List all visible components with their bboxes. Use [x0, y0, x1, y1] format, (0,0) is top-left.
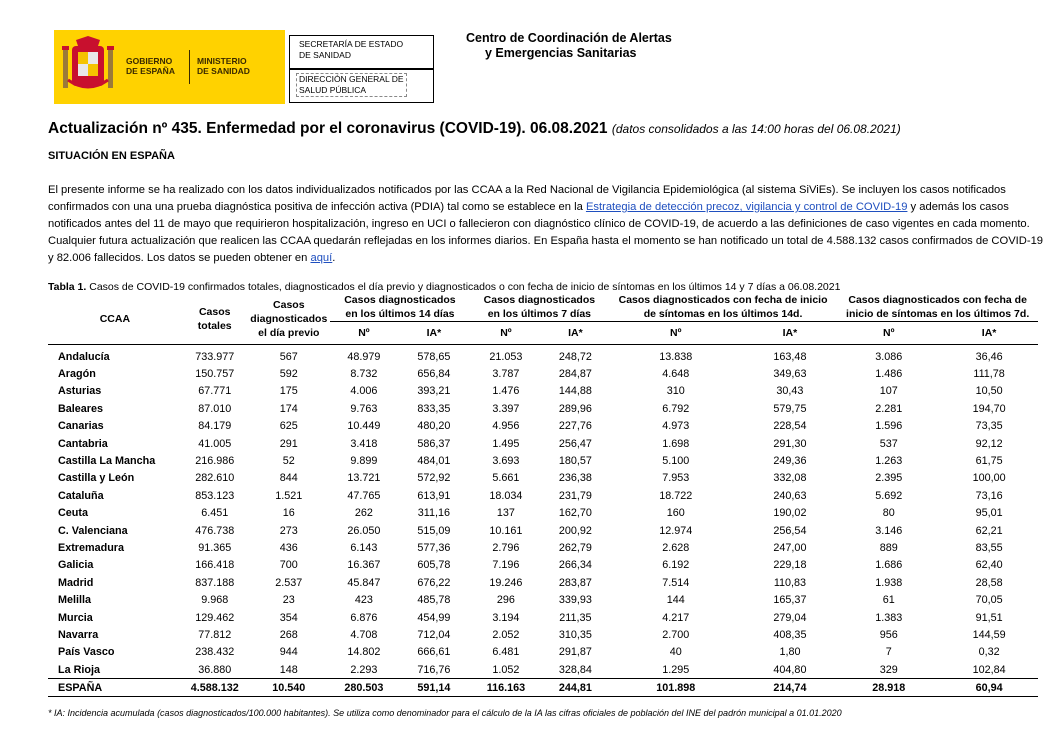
table-cell: 249,36 — [773, 455, 807, 468]
table-cell: 116.163 — [470, 679, 542, 697]
ccaa-name-cell: Baleares — [58, 402, 104, 415]
table-row — [48, 418, 1038, 435]
table-cell: 256,47 — [558, 437, 592, 450]
table-cell: 95,01 — [975, 507, 1003, 520]
table-cell: 10.449 — [347, 420, 381, 433]
table-cell: 129.462 — [195, 611, 235, 624]
table-cell: 18.034 — [489, 489, 523, 502]
table-cell: 229,18 — [773, 559, 807, 572]
gobierno-logo — [54, 30, 285, 104]
table-cell: 6.876 — [350, 611, 378, 624]
header-dia-previo: Casos diagnosticados el día previo — [250, 298, 328, 339]
table-cell: 2.281 — [875, 402, 903, 415]
table-cell: 214,74 — [743, 679, 838, 697]
table-caption: Tabla 1. Casos de COVID-19 confirmados totales, diagnosticados el día previo y diagnosticados o con fecha de inicio de síntomas en los últimos 14 y 7 días a 06.08.2021 — [48, 281, 841, 293]
table-cell: 231,79 — [558, 489, 592, 502]
table-cell: 605,78 — [417, 559, 451, 572]
table-cell: 485,78 — [417, 594, 451, 607]
table-cell: 578,65 — [417, 350, 451, 363]
table-cell: 283,87 — [558, 576, 592, 589]
table-cell: 4.648 — [662, 368, 690, 381]
table-cell: 676,22 — [417, 576, 451, 589]
header-sintomas-7d: Casos diagnosticados con fecha de inicio de síntomas en los últimos 7d. — [837, 293, 1038, 322]
table-cell: 3.086 — [875, 350, 903, 363]
table-cell: 91,51 — [975, 611, 1003, 624]
table-cell: 266,34 — [558, 559, 592, 572]
table-cell: 3.418 — [350, 437, 378, 450]
ccaa-name-cell: Andalucía — [58, 350, 110, 363]
table-cell: 4.006 — [350, 385, 378, 398]
table-cell: 280.503 — [330, 679, 398, 697]
table-cell: 10.161 — [489, 524, 523, 537]
title-note: (datos consolidados a las 14:00 horas del 06.08.2021) — [611, 122, 901, 136]
ccaa-name-cell: Ceuta — [58, 507, 88, 520]
table-cell: 6.481 — [492, 646, 520, 659]
section-title: SITUACIÓN EN ESPAÑA — [48, 150, 175, 162]
table-cell: 484,01 — [417, 455, 451, 468]
table-cell: 291 — [279, 437, 298, 450]
table-cell: 1,80 — [779, 646, 801, 659]
secretaria-box: SECRETARÍA DE ESTADO DE SANIDAD — [289, 35, 434, 69]
table-cell: 62,21 — [975, 524, 1003, 537]
table-cell: 247,00 — [773, 541, 807, 554]
table-cell: 592 — [279, 368, 298, 381]
table-cell: 332,08 — [773, 472, 807, 485]
table-cell: 291,30 — [773, 437, 807, 450]
table-row — [48, 435, 1038, 452]
ccaa-name-cell: Aragón — [58, 368, 96, 381]
table-cell: 1.686 — [875, 559, 903, 572]
table-cell: 163,48 — [773, 350, 807, 363]
table-row — [48, 609, 1038, 626]
table-cell: 4.973 — [662, 420, 690, 433]
subheader-n: Nº — [358, 327, 370, 339]
table-cell: 107 — [879, 385, 898, 398]
table-cell: 700 — [279, 559, 298, 572]
table-cell: 60,94 — [940, 679, 1038, 697]
table-cell: 165,37 — [773, 594, 807, 607]
table-cell: 14.802 — [347, 646, 381, 659]
table-cell: 190,02 — [773, 507, 807, 520]
ccaa-name-cell: La Rioja — [58, 663, 100, 676]
table-row — [48, 539, 1038, 556]
coat-of-arms-icon — [62, 36, 114, 98]
table-cell: 6.792 — [662, 402, 690, 415]
table-cell: 144,88 — [558, 385, 592, 398]
table-cell: 87.010 — [198, 402, 232, 415]
table-cell: 2.628 — [662, 541, 690, 554]
table-cell: 244,81 — [542, 679, 609, 697]
table-cell: 268 — [279, 628, 298, 641]
table-cell: 2.052 — [492, 628, 520, 641]
table-cell: 9.968 — [201, 594, 229, 607]
table-cell: 833,35 — [417, 402, 451, 415]
table-row — [48, 626, 1038, 643]
table-cell: 2.796 — [492, 541, 520, 554]
ccaa-name-cell: Castilla La Mancha — [58, 455, 156, 468]
table-row — [48, 661, 1038, 679]
table-cell: 61 — [882, 594, 895, 607]
table-cell: 4.956 — [492, 420, 520, 433]
table-cell: 70,05 — [975, 594, 1003, 607]
table-cell: 1.698 — [662, 437, 690, 450]
table-cell: 5.692 — [875, 489, 903, 502]
table-cell: 273 — [279, 524, 298, 537]
table-cell: 3.787 — [492, 368, 520, 381]
header-7-dias: Casos diagnosticados en los últimos 7 días — [470, 293, 609, 322]
header-casos-totales: Casos totales — [197, 305, 232, 332]
table-cell: 18.722 — [659, 489, 693, 502]
table-cell: 21.053 — [489, 350, 523, 363]
table-cell: 47.765 — [347, 489, 381, 502]
ccaa-name-cell: País Vasco — [58, 646, 115, 659]
table-cell: 28,58 — [975, 576, 1003, 589]
header-sintomas-14d: Casos diagnosticados con fecha de inicio de síntomas en los últimos 14d. — [609, 293, 837, 322]
table-cell: 291,87 — [558, 646, 592, 659]
table-cell: 310 — [666, 385, 685, 398]
table-cell: 8.732 — [350, 368, 378, 381]
table-cell: 423 — [354, 594, 373, 607]
table-row — [48, 383, 1038, 400]
table-cell: 354 — [279, 611, 298, 624]
table-cell: 180,57 — [558, 455, 592, 468]
table-cell: 16 — [282, 507, 295, 520]
table-cell: 454,99 — [417, 611, 451, 624]
table-row — [48, 487, 1038, 504]
header-14-dias: Casos diagnosticados en los últimos 14 días — [330, 293, 470, 322]
table-cell: 83,55 — [975, 541, 1003, 554]
table-cell: 2.293 — [350, 663, 378, 676]
centro-coordinacion-title: Centro de Coordinación de Alertas y Emergencias Sanitarias — [466, 31, 672, 60]
header-ccaa: CCAA — [99, 312, 131, 325]
table-cell: 9.899 — [350, 455, 378, 468]
table-cell: 23 — [282, 594, 295, 607]
subheader-ia: IA* — [426, 327, 442, 339]
table-cell: 110,83 — [773, 576, 807, 589]
table-cell: 262,79 — [558, 541, 592, 554]
table-cell: 339,93 — [558, 594, 592, 607]
table-cell: 625 — [279, 420, 298, 433]
table-cell: 1.486 — [875, 368, 903, 381]
gobierno-text: GOBIERNO DE ESPAÑA — [126, 56, 175, 76]
table-cell: 712,04 — [417, 628, 451, 641]
table-cell: 111,78 — [973, 368, 1005, 381]
ccaa-name-cell: Murcia — [58, 611, 93, 624]
ccaa-name-cell: Cantabria — [58, 437, 108, 450]
ccaa-name-cell: C. Valenciana — [58, 524, 128, 537]
table-cell: 572,92 — [417, 472, 451, 485]
table-cell: 9.763 — [350, 402, 378, 415]
table-cell: 84.179 — [198, 420, 232, 433]
table-cell: 404,80 — [773, 663, 807, 676]
table-cell: 1.476 — [492, 385, 520, 398]
table-cell: 28.918 — [837, 679, 940, 697]
ccaa-name-cell: Galicia — [58, 559, 94, 572]
table-cell: 6.143 — [350, 541, 378, 554]
table-cell: 1.938 — [875, 576, 903, 589]
ccaa-name-cell: Melilla — [58, 594, 92, 607]
table-cell: 30,43 — [776, 385, 804, 398]
table-cell: 567 — [279, 350, 298, 363]
table-cell: 349,63 — [773, 368, 807, 381]
table-cell: 393,21 — [417, 385, 451, 398]
subheader-ia: IA* — [782, 327, 798, 339]
table-cell: 162,70 — [558, 507, 592, 520]
table-cell: 240,63 — [773, 489, 807, 502]
table-cell: 284,87 — [558, 368, 592, 381]
table-cell: 45.847 — [347, 576, 381, 589]
table-cell: 586,37 — [417, 437, 451, 450]
table-cell: 73,35 — [975, 420, 1003, 433]
table-cell: 515,09 — [417, 524, 451, 537]
table-cell: 3.397 — [492, 402, 520, 415]
table-cell: 262 — [354, 507, 373, 520]
table-cell: 591,14 — [398, 679, 470, 697]
table-cell: 328,84 — [558, 663, 592, 676]
subheader-n: Nº — [670, 327, 682, 339]
table-cell: 579,75 — [773, 402, 807, 415]
table-cell: 1.295 — [662, 663, 690, 676]
table-row — [48, 452, 1038, 469]
table-cell: 174 — [279, 402, 298, 415]
table-cell: 6.451 — [201, 507, 229, 520]
subheader-n: Nº — [883, 327, 895, 339]
table-cell: 7.514 — [662, 576, 690, 589]
table-cell: 837.188 — [195, 576, 235, 589]
table-cell: 537 — [879, 437, 898, 450]
table-cell: 73,16 — [975, 489, 1003, 502]
table-cell: 248,72 — [558, 350, 592, 363]
table-cell: 13.721 — [347, 472, 381, 485]
total-row — [48, 679, 1038, 697]
table-cell: 944 — [279, 646, 298, 659]
table-cell: 3.194 — [492, 611, 520, 624]
subheader-ia: IA* — [568, 327, 583, 339]
table-cell: 476.738 — [195, 524, 235, 537]
logo-divider — [189, 50, 190, 84]
table-cell: 137 — [496, 507, 515, 520]
table-cell: 1.383 — [875, 611, 903, 624]
subheader-ia: IA* — [981, 327, 997, 339]
table-cell: 41.005 — [198, 437, 232, 450]
table-cell: 577,36 — [417, 541, 451, 554]
table-cell: 77.812 — [198, 628, 232, 641]
table-cell: 238.432 — [195, 646, 235, 659]
table-cell: 19.246 — [489, 576, 523, 589]
table-row — [48, 365, 1038, 382]
table-cell: 853.123 — [195, 489, 235, 502]
table-cell: 656,84 — [417, 368, 451, 381]
table-cell: 6.192 — [662, 559, 690, 572]
table-cell: 408,35 — [773, 628, 807, 641]
table-cell: 52 — [282, 455, 295, 468]
table-cell: 62,40 — [975, 559, 1003, 572]
table-cell: 175 — [279, 385, 298, 398]
ccaa-name-cell: Navarra — [58, 628, 99, 641]
table-cell: 91.365 — [198, 541, 232, 554]
table-cell: 666,61 — [417, 646, 451, 659]
direccion-box: DIRECCIÓN GENERAL DE SALUD PÚBLICA — [289, 69, 434, 103]
intro-paragraph: El presente informe se ha realizado con los datos individualizados notificados por las CCAA a la Red Nacional de Vigilancia Epidemiológica (al sistema SiViEs). Se incluyen los casos notificados confirmados con una una prueba diagnóstica positiva de infección activa (PDIA) tal como se establece en la Estrategia de detección precoz, vigilancia y control de COVID-19 y además los casos notificados antes del 11 de mayo que requirieron hospitalización, ingreso en UCI o fallecieron con diagnóstico clínico de COVID-19, de acuerdo a las definiciones de caso vigentes en cada momento. Cualquier futura actualización que realicen las CCAA quedarán reflejadas en los informes diarios. En España hasta el momento se han notificado un total de 4.588.132 casos confirmados de COVID-19 y 82.006 fallecidos. Los datos se pueden obtener en aquí. — [48, 184, 1044, 264]
table-row — [48, 505, 1038, 522]
table-cell: 194,70 — [972, 402, 1006, 415]
ministerio-text: MINISTERIO DE SANIDAD — [197, 56, 250, 76]
table-cell: 67.771 — [198, 385, 232, 398]
table-cell: 3.693 — [492, 455, 520, 468]
table-cell: 5.661 — [492, 472, 520, 485]
table-cell: 2.700 — [662, 628, 690, 641]
table-cell: 889 — [879, 541, 898, 554]
estrategia-link[interactable]: Estrategia de detección precoz, vigilancia y control de COVID-19 — [585, 201, 908, 213]
table-cell: 311,16 — [417, 507, 450, 520]
table-cell: 1.263 — [875, 455, 903, 468]
table-row — [48, 345, 1038, 366]
table-cell: 160 — [666, 507, 685, 520]
ccaa-cases-table — [48, 293, 1038, 697]
table-cell: 200,92 — [558, 524, 592, 537]
page-title: Actualización nº 435. Enfermedad por el coronavirus (COVID-19). 06.08.2021 (datos consolidados a las 14:00 horas del 06.08.2021) — [48, 120, 901, 137]
table-cell: 956 — [879, 628, 898, 641]
table-cell: 329 — [879, 663, 898, 676]
table-cell: 236,38 — [558, 472, 592, 485]
footnote: * IA: Incidencia acumulada (casos diagnosticados/100.000 habitantes). Se utiliza como denominador para el cálculo de la IA las cifras oficiales de población del INE del padrón municipal a 01.01.2020 — [48, 708, 842, 718]
table-cell: 733.977 — [195, 350, 235, 363]
table-cell: 228,54 — [773, 420, 807, 433]
table-cell: 7.196 — [492, 559, 520, 572]
data-download-link[interactable]: aquí — [310, 252, 333, 264]
table-cell: 4.708 — [350, 628, 378, 641]
table-cell: 48.979 — [347, 350, 381, 363]
table-cell: 2.537 — [275, 576, 303, 589]
table-cell: 13.838 — [659, 350, 693, 363]
table-cell: 36,46 — [975, 350, 1003, 363]
table-cell: 256,54 — [773, 524, 807, 537]
ccaa-name-cell: Extremadura — [58, 541, 125, 554]
table-cell: 1.052 — [492, 663, 520, 676]
table-cell: 436 — [279, 541, 298, 554]
table-cell: 10,50 — [975, 385, 1003, 398]
table-row — [48, 400, 1038, 417]
table-cell: 150.757 — [195, 368, 235, 381]
table-cell: 16.367 — [347, 559, 381, 572]
table-cell: 36.880 — [198, 663, 232, 676]
table-cell: 1.596 — [875, 420, 903, 433]
ccaa-name-cell: Cataluña — [58, 489, 104, 502]
table-cell: 100,00 — [972, 472, 1006, 485]
table-cell: 80 — [882, 507, 895, 520]
table-cell: 1.495 — [492, 437, 520, 450]
table-cell: 10.540 — [248, 679, 330, 697]
table-cell: 4.217 — [662, 611, 690, 624]
table-row — [48, 574, 1038, 591]
table-cell: 101.898 — [609, 679, 743, 697]
subheader-n: Nº — [500, 327, 512, 339]
table-cell: 716,76 — [417, 663, 451, 676]
table-cell: 296 — [496, 594, 515, 607]
table-row — [48, 591, 1038, 608]
table-cell: 7.953 — [662, 472, 690, 485]
table-cell: 216.986 — [195, 455, 235, 468]
table-cell: 279,04 — [773, 611, 807, 624]
table-cell: 0,32 — [978, 646, 1000, 659]
table-cell: 144,59 — [972, 628, 1006, 641]
ccaa-name-cell: Asturias — [58, 385, 102, 398]
table-cell: 2.395 — [875, 472, 903, 485]
table-cell: 844 — [279, 472, 298, 485]
table-cell: 480,20 — [417, 420, 451, 433]
table-cell: 144 — [666, 594, 685, 607]
table-row — [48, 522, 1038, 539]
table-cell: 310,35 — [558, 628, 592, 641]
table-cell: 102,84 — [972, 663, 1006, 676]
table-cell: 92,12 — [975, 437, 1003, 450]
table-cell: 40 — [669, 646, 682, 659]
table-cell: 613,91 — [417, 489, 451, 502]
table-cell: 211,35 — [559, 611, 592, 624]
table-cell: 148 — [279, 663, 298, 676]
table-cell: 7 — [885, 646, 892, 659]
ccaa-name-cell: Madrid — [58, 576, 94, 589]
table-cell: 61,75 — [975, 455, 1003, 468]
table-cell: 166.418 — [195, 559, 235, 572]
table-row — [48, 644, 1038, 661]
table-cell: 1.521 — [275, 489, 303, 502]
table-row — [48, 470, 1038, 487]
table-cell: 26.050 — [347, 524, 381, 537]
table-cell: 289,96 — [558, 402, 592, 415]
ccaa-name-cell: ESPAÑA — [48, 679, 182, 697]
table-cell: 282.610 — [195, 472, 235, 485]
ccaa-name-cell: Castilla y León — [58, 472, 135, 485]
table-cell: 4.588.132 — [182, 679, 248, 697]
table-cell: 5.100 — [662, 455, 690, 468]
table-cell: 12.974 — [659, 524, 693, 537]
ccaa-name-cell: Canarias — [58, 420, 104, 433]
table-cell: 227,76 — [558, 420, 592, 433]
table-cell: 3.146 — [875, 524, 903, 537]
table-row — [48, 557, 1038, 574]
